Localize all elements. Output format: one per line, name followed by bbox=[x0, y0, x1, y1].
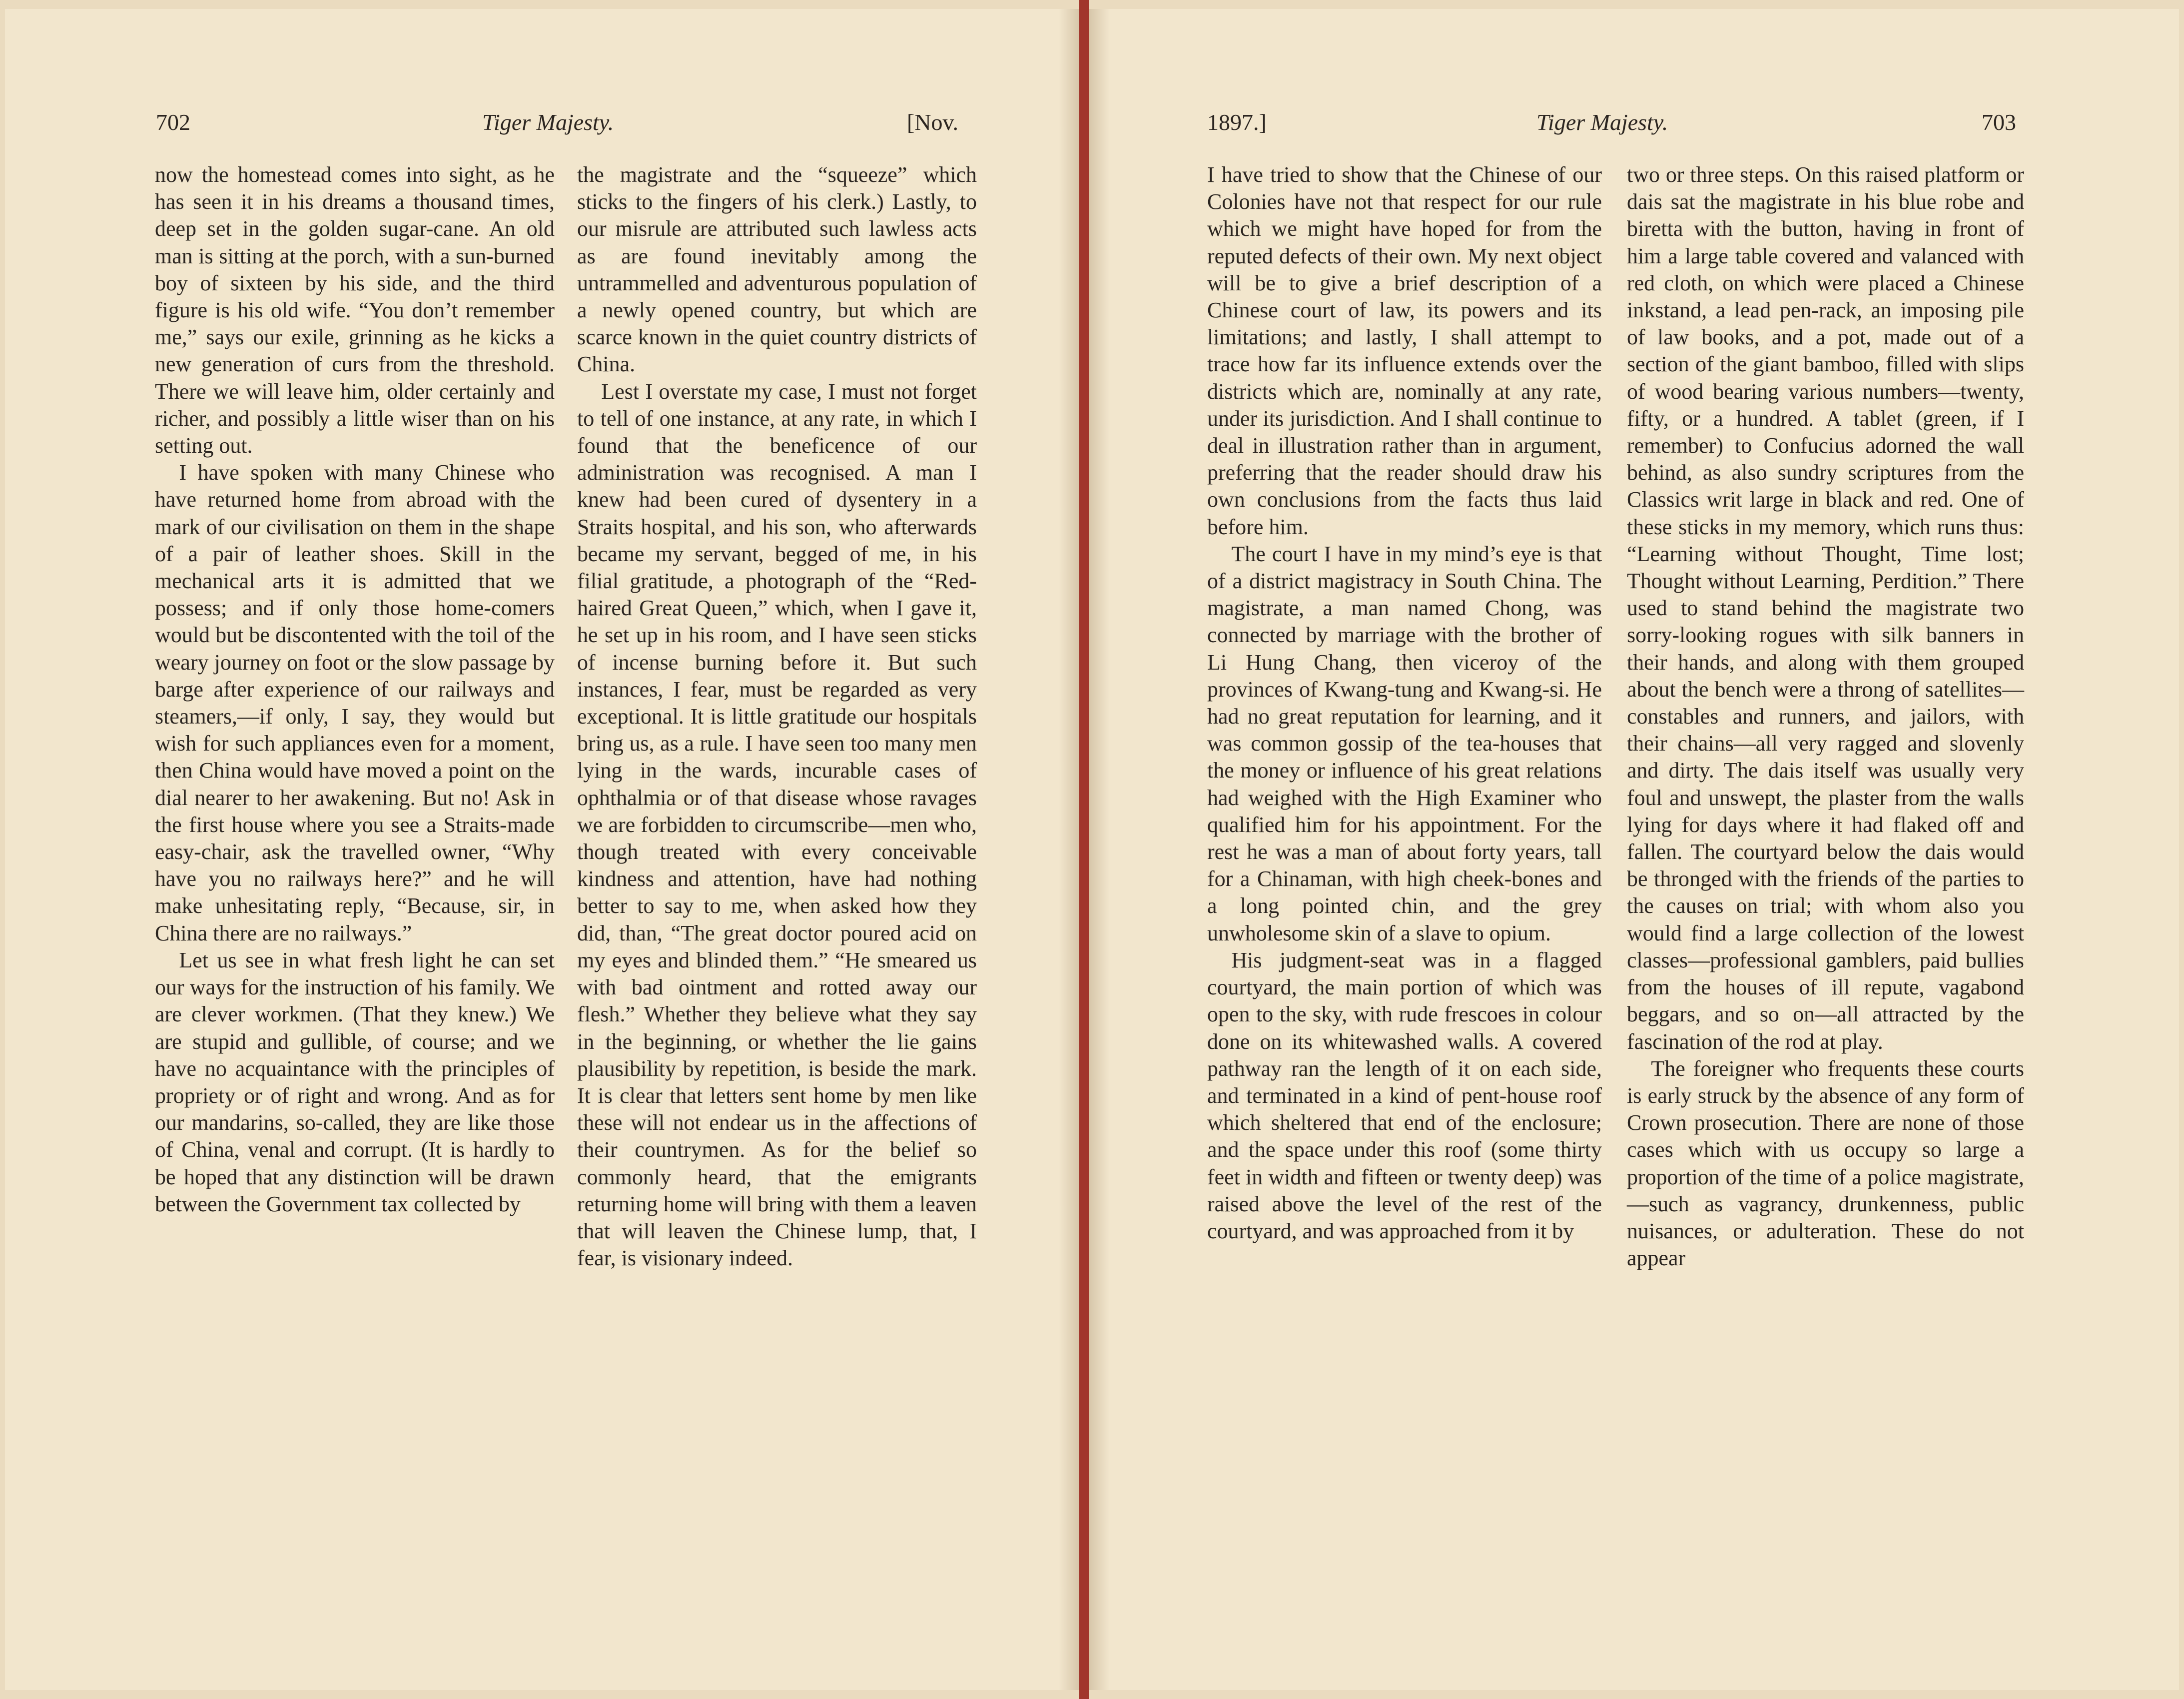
running-title: Tiger Majesty. bbox=[1536, 109, 1668, 135]
paragraph: I have spoken with many Chinese who have returned home from abroad with the mark of our civilisation on them in the shape of a pair of leather shoes. Skill in the mechanical arts it is admitted that we possess; and if only those home-comers would but be discontented with the toil of the weary journey on foot or the slow passage by barge after experience of our railways and steamers,—if only, I say, they would but wish for such appliances even for a moment, then China would have moved a point on the dial nearer to her awakening. But no! Ask in the first house where you see a Straits-made easy-chair, ask the travelled owner, “Why have you no railways here?” and he will make unhesitating reply, “Because, sir, in China there are no railways.” bbox=[155, 460, 555, 945]
gutter-shadow bbox=[1059, 9, 1079, 1690]
left-page bbox=[5, 9, 1079, 1690]
text-column-2 bbox=[577, 161, 977, 1272]
paragraph: Lest I overstate my case, I must not forget to tell of one instance, at any rate, in which I found that the beneficence of our administration was recognised. A man I knew had been cured of dysentery in a Straits hospital, and his son, who afterwards became my servant, begged of me, in his filial gratitude, a photograph of the “Red-haired Great Queen,” which, when I gave it, he set up in his room, and I have seen sticks of incense burning before it. But such instances, I fear, must be regarded as very exceptional. It is little gratitude our hospitals bring us, as a rule. I have seen too many men lying in the wards, incurable cases of ophthalmia or of that disease whose ravages we are forbidden to circumscribe—men who, though treated with every conceivable kindness and attention, have had nothing better to say to me, when asked how they did, than, “The great doctor poured acid on my eyes and blinded them.” “He smeared us with bad ointment and rotted away our flesh.” Whether they believe what they say in the beginning, or whether the lie gains plausibility by repetition, is beside the mark. It is clear that letters sent home by men like these will not endear us in the affections of their countrymen. As for the belief so commonly heard, that the emigrants returning home will bring with them a leaven that will leaven the Chinese lump, that, I fear, is visionary indeed. bbox=[577, 379, 977, 1271]
gutter-shadow bbox=[1090, 9, 1110, 1690]
paragraph: The court I have in my mind’s eye is that of a district magistracy in South China. The magistrate, a man named Chong, was connected by marriage with the brother of Li Hung Chang, then viceroy of the provinces of Kwang-tung and Kwang-si. He had no great reputation for learning, and it was common gossip of the tea-houses that the money or influence of his great relations had weighed with the High Examiner who qualified him for his appointment. For the rest he was a man of about forty years, tall for a Chinaman, with high cheek-bones and a long pointed chin, and the grey unwholesome skin of a slave to opium. bbox=[1207, 541, 1602, 945]
page-number: 702 bbox=[156, 109, 190, 135]
paragraph: the magistrate and the “squeeze” which sticks to the fingers of his clerk.) Lastly, to our misrule are attributed such lawless acts as are found inevitably among the untrammelled and adventurous population of a newly opened country, but which are scarce known in the quiet country districts of China. bbox=[577, 162, 977, 377]
paragraph: now the homestead comes into sight, as he has seen it in his dreams a thousand times, deep set in the golden sugar-cane. An old man is sitting at the porch, with a sun-burned boy of sixteen by his side, and the third figure is his old wife. “You don’t remember me,” says our exile, grinning as he kicks a new generation of curs from the threshold. There we will leave him, older certainly and richer, and possibly a little wiser than on his setting out. bbox=[155, 162, 555, 458]
paragraph: two or three steps. On this raised platform or dais sat the magistrate in his blue robe and biretta with the button, having in front of him a large table covered and valanced with red cloth, on which were placed a Chinese inkstand, a lead pen-rack, an imposing pile of law books, and a pot, made out of a section of the giant bamboo, filled with slips of wood bearing various numbers—twenty, fifty, or a hundred. A tablet (green, if I remember) to Confucius adorned the wall behind, as also sundry scriptures from the Classics writ large in black and red. One of these sticks in my memory, which runs thus: “Learning without Thought, Time lost; Thought without Learning, Perdition.” There used to stand behind the magistrate two sorry-looking rogues with silk banners in their hands, and along with them grouped about the bench were a throng of satellites—constables and runners, and jailors, with their chains—all very ragged and slovenly and dirty. The dais itself was usually very foul and unswept, the plaster from the walls lying for days where it had flaked off and fallen. The courtyard below the dais would be thronged with the friends of the parties to the causes on trial; with whom also you would find a large collection of the lowest classes—professional gamblers, paid bullies from the houses of ill repute, vagabond beggars, and so on—all attracted by the fascination of the rod at play. bbox=[1627, 162, 2024, 1054]
right-page bbox=[1089, 9, 2179, 1690]
paragraph: The foreigner who frequents these courts is early struck by the absence of any form of Crown prosecution. There are none of those cases which with us occupy so large a proportion of the time of a police magistrate,—such as vagrancy, drunkenness, public nuisances, or adulteration. These do not appear bbox=[1627, 1056, 2024, 1271]
page-number: 703 bbox=[1982, 109, 2016, 135]
paragraph: Let us see in what fresh light he can set our ways for the instruction of his family. We are clever workmen. (That they knew.) We are stupid and gullible, of course; and we have no acquaintance with the principles of propriety or of right and wrong. And as for our mandarins, so-called, they are like those of China, venal and corrupt. (It is hardly to be hoped that any distinction will be drawn between the Government tax collected by bbox=[155, 947, 555, 1216]
book-spine bbox=[1079, 0, 1089, 1699]
paragraph: His judgment-seat was in a flagged courtyard, the main portion of which was open to the sky, with rude frescoes in colour done on its whitewashed walls. A covered pathway ran the length of it on each side, and terminated in a kind of pent-house roof which sheltered that end of the enclosure; and the space under this roof (some thirty feet in width and fifteen or twenty deep) was raised above the level of the rest of the courtyard, and was approached from it by bbox=[1207, 947, 1602, 1243]
text-column-1 bbox=[1207, 161, 1602, 1245]
date-mark: 1897.] bbox=[1207, 109, 1267, 135]
date-mark: [Nov. bbox=[907, 109, 959, 135]
text-column-2 bbox=[1627, 161, 2024, 1272]
running-title: Tiger Majesty. bbox=[482, 109, 614, 135]
paragraph: I have tried to show that the Chinese of our Colonies have not that respect for our rule which we might have hoped for from the reputed defects of their own. My next object will be to give a brief description of a Chinese court of law, its powers and its limitations; and lastly, I shall attempt to trace how far its influence extends over the districts which are, nominally at any rate, under its jurisdiction. And I shall continue to deal in illustration rather than in argument, preferring that the reader should draw his own conclusions from the facts thus laid before him. bbox=[1207, 162, 1602, 539]
text-column-1 bbox=[155, 161, 555, 1218]
